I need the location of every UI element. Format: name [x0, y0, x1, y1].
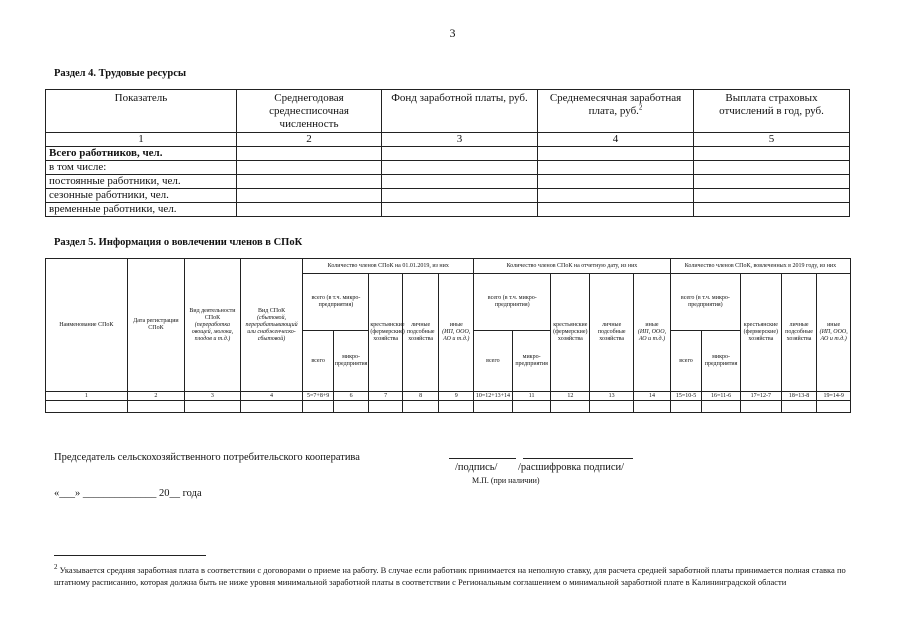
table-cell[interactable]	[694, 175, 850, 189]
header-group-2019: Количество членов СПоК на 01.01.2019, из них	[303, 259, 474, 274]
table-cell[interactable]	[702, 401, 741, 413]
labor-resources-table	[45, 89, 850, 217]
col-number: 3	[185, 392, 240, 401]
table-cell[interactable]	[303, 401, 333, 413]
col-number: 8	[402, 392, 439, 401]
table-cell[interactable]	[439, 401, 474, 413]
header-total-incl-micro: всего (в т.ч. микро-предприятия)	[474, 274, 551, 331]
table-row	[46, 175, 850, 189]
table-cell[interactable]	[237, 189, 382, 203]
col-number: 4	[538, 133, 694, 147]
table-row	[46, 189, 850, 203]
header-avg-monthly-wage: Среднемесячная заработная плата, руб.$^2$	[538, 90, 694, 133]
table-cell[interactable]	[538, 147, 694, 161]
table-cell[interactable]	[670, 401, 701, 413]
row-label-temporary: временные работники, чел.	[46, 203, 237, 217]
col-number: 15=10-5	[670, 392, 701, 401]
header-personal: личные подсобные хозяйства	[590, 274, 634, 392]
table-cell[interactable]	[369, 401, 402, 413]
row-label-permanent: постоянные работники, чел.	[46, 175, 237, 189]
table-cell[interactable]	[634, 401, 671, 413]
col-number: 14	[634, 392, 671, 401]
table-cell[interactable]	[538, 203, 694, 217]
chairman-label: Председатель сельскохозяйственного потребительского кооператива	[54, 452, 360, 463]
header-registration-date: Дата регистрации СПоК	[127, 259, 185, 392]
header-personal: личные подсобные хозяйства	[781, 274, 817, 392]
table-cell[interactable]	[694, 147, 850, 161]
signature-caption: /подпись/	[455, 462, 498, 473]
table-row	[46, 401, 851, 413]
col-number: 2	[127, 392, 185, 401]
footnote	[54, 564, 854, 588]
table-cell[interactable]	[382, 147, 538, 161]
table-cell[interactable]	[237, 161, 382, 175]
col-number: 3	[382, 133, 538, 147]
footnote-divider	[54, 555, 206, 556]
col-number: 16=11-6	[702, 392, 741, 401]
section5-title: Раздел 5. Информация о вовлечении членов в СПоК	[54, 237, 303, 248]
header-group-involved-2019: Количество членов СПоК, вовлеченных в 2019 году, из них	[670, 259, 850, 274]
header-activity: Вид деятельности СПоК (переработка овощей, молока, плодов и т.д.)	[185, 259, 240, 392]
header-other: иные (ИП, ООО, АО и т.д.)	[634, 274, 671, 392]
column-number-row	[46, 392, 851, 401]
header-micro: микро-предприятия	[512, 331, 551, 392]
signature-decode-line[interactable]	[523, 458, 633, 459]
table-row	[46, 161, 850, 175]
table-cell[interactable]	[781, 401, 817, 413]
table-cell[interactable]	[551, 401, 590, 413]
header-total: всего	[474, 331, 513, 392]
header-wage-fund: Фонд заработной платы, руб.	[382, 90, 538, 133]
table-cell[interactable]	[382, 189, 538, 203]
table-cell[interactable]	[512, 401, 551, 413]
table-cell[interactable]	[694, 203, 850, 217]
header-indicator: Показатель	[46, 90, 237, 133]
table-cell[interactable]	[237, 147, 382, 161]
table-cell[interactable]	[402, 401, 439, 413]
footnote-number: 2	[54, 563, 58, 572]
row-label-seasonal: сезонные работники, чел.	[46, 189, 237, 203]
table-cell[interactable]	[382, 175, 538, 189]
col-number: 18=13-8	[781, 392, 817, 401]
header-total-incl-micro: всего (в т.ч. микро-предприятия)	[670, 274, 740, 331]
col-number: 19=14-9	[817, 392, 851, 401]
column-number-row	[46, 133, 850, 147]
table-cell[interactable]	[694, 161, 850, 175]
table-cell[interactable]	[333, 401, 369, 413]
table-row	[46, 203, 850, 217]
table-cell[interactable]	[46, 401, 128, 413]
header-other: иные (ИП, ООО, АО и т.д.)	[439, 274, 474, 392]
table-cell[interactable]	[694, 189, 850, 203]
col-number: 1	[46, 133, 237, 147]
signature-decode-caption: /расшифровка подписи/	[518, 462, 625, 473]
header-total: всего	[670, 331, 701, 392]
header-avg-headcount: Среднегодовая среднесписочная численность	[237, 90, 382, 133]
col-number: 7	[369, 392, 402, 401]
table-header-row	[46, 259, 851, 274]
row-label-including: в том числе:	[46, 161, 237, 175]
stamp-caption: М.П. (при наличии)	[472, 476, 540, 485]
members-involvement-table	[45, 258, 851, 413]
page-number: 3	[449, 26, 456, 40]
header-group-report-date: Количество членов СПоК на отчетную дату, из них	[474, 259, 671, 274]
table-cell[interactable]	[382, 161, 538, 175]
date-line: «___» ______________ 20__ года	[54, 488, 202, 499]
col-number: 5=7+8+9	[303, 392, 333, 401]
table-cell[interactable]	[240, 401, 303, 413]
header-personal: личные подсобные хозяйства	[402, 274, 439, 392]
table-row	[46, 147, 850, 161]
col-number: 5	[694, 133, 850, 147]
header-other: иные (ИП, ООО, АО и т.д.)	[817, 274, 851, 392]
header-spok-type: Вид СПоК (сбытовой, перерабатывающий или снабженческо-сбытовой)	[240, 259, 303, 392]
signature-line[interactable]	[449, 458, 516, 459]
section4-title: Раздел 4. Трудовые ресурсы	[54, 68, 187, 79]
footnote-mark: 2	[638, 103, 643, 112]
col-number: 4	[240, 392, 303, 401]
header-farm: крестьянские (фермерские) хозяйства	[740, 274, 781, 392]
header-micro: микро-предприятия	[333, 331, 369, 392]
table-cell[interactable]	[474, 401, 513, 413]
table-cell[interactable]	[538, 189, 694, 203]
table-cell[interactable]	[382, 203, 538, 217]
col-number: 11	[512, 392, 551, 401]
table-cell[interactable]	[127, 401, 185, 413]
col-number: 6	[333, 392, 369, 401]
header-farm: крестьянские (фермерские) хозяйства	[551, 274, 590, 392]
col-number: 12	[551, 392, 590, 401]
table-cell[interactable]	[237, 175, 382, 189]
table-cell[interactable]	[538, 161, 694, 175]
table-cell[interactable]	[237, 203, 382, 217]
header-farm: крестьянские (фермерские) хозяйства	[369, 274, 402, 392]
header-micro: микро-предприятия	[702, 331, 741, 392]
table-cell[interactable]	[538, 175, 694, 189]
col-number: 10=12+13+14	[474, 392, 513, 401]
header-spok-name: Наименование СПоК	[46, 259, 128, 392]
table-cell[interactable]	[817, 401, 851, 413]
table-cell[interactable]	[185, 401, 240, 413]
table-cell[interactable]	[740, 401, 781, 413]
header-insurance: Выплата страховых отчислений в год, руб.	[694, 90, 850, 133]
header-total: всего	[303, 331, 333, 392]
footnote-text: Указывается средняя заработная плата в соответствии с договорами о приеме на работу. В случае если работник принимается на неполную ставку, для расчета средней заработной платы принимается полная ставка по штатному расписанию, которая должна быть не ниже уровня минимальной заработной платы в соответствии с Региональным соглашением о минимальной заработной плате в Калининградской области	[54, 565, 846, 587]
col-number: 17=12-7	[740, 392, 781, 401]
col-number: 13	[590, 392, 634, 401]
table-cell[interactable]	[590, 401, 634, 413]
col-number: 2	[237, 133, 382, 147]
col-number: 1	[46, 392, 128, 401]
col-number: 9	[439, 392, 474, 401]
table-header-row	[46, 90, 850, 133]
header-total-incl-micro: всего (в т.ч. микро-предприятия)	[303, 274, 369, 331]
row-label-total: Всего работников, чел.	[46, 147, 237, 161]
